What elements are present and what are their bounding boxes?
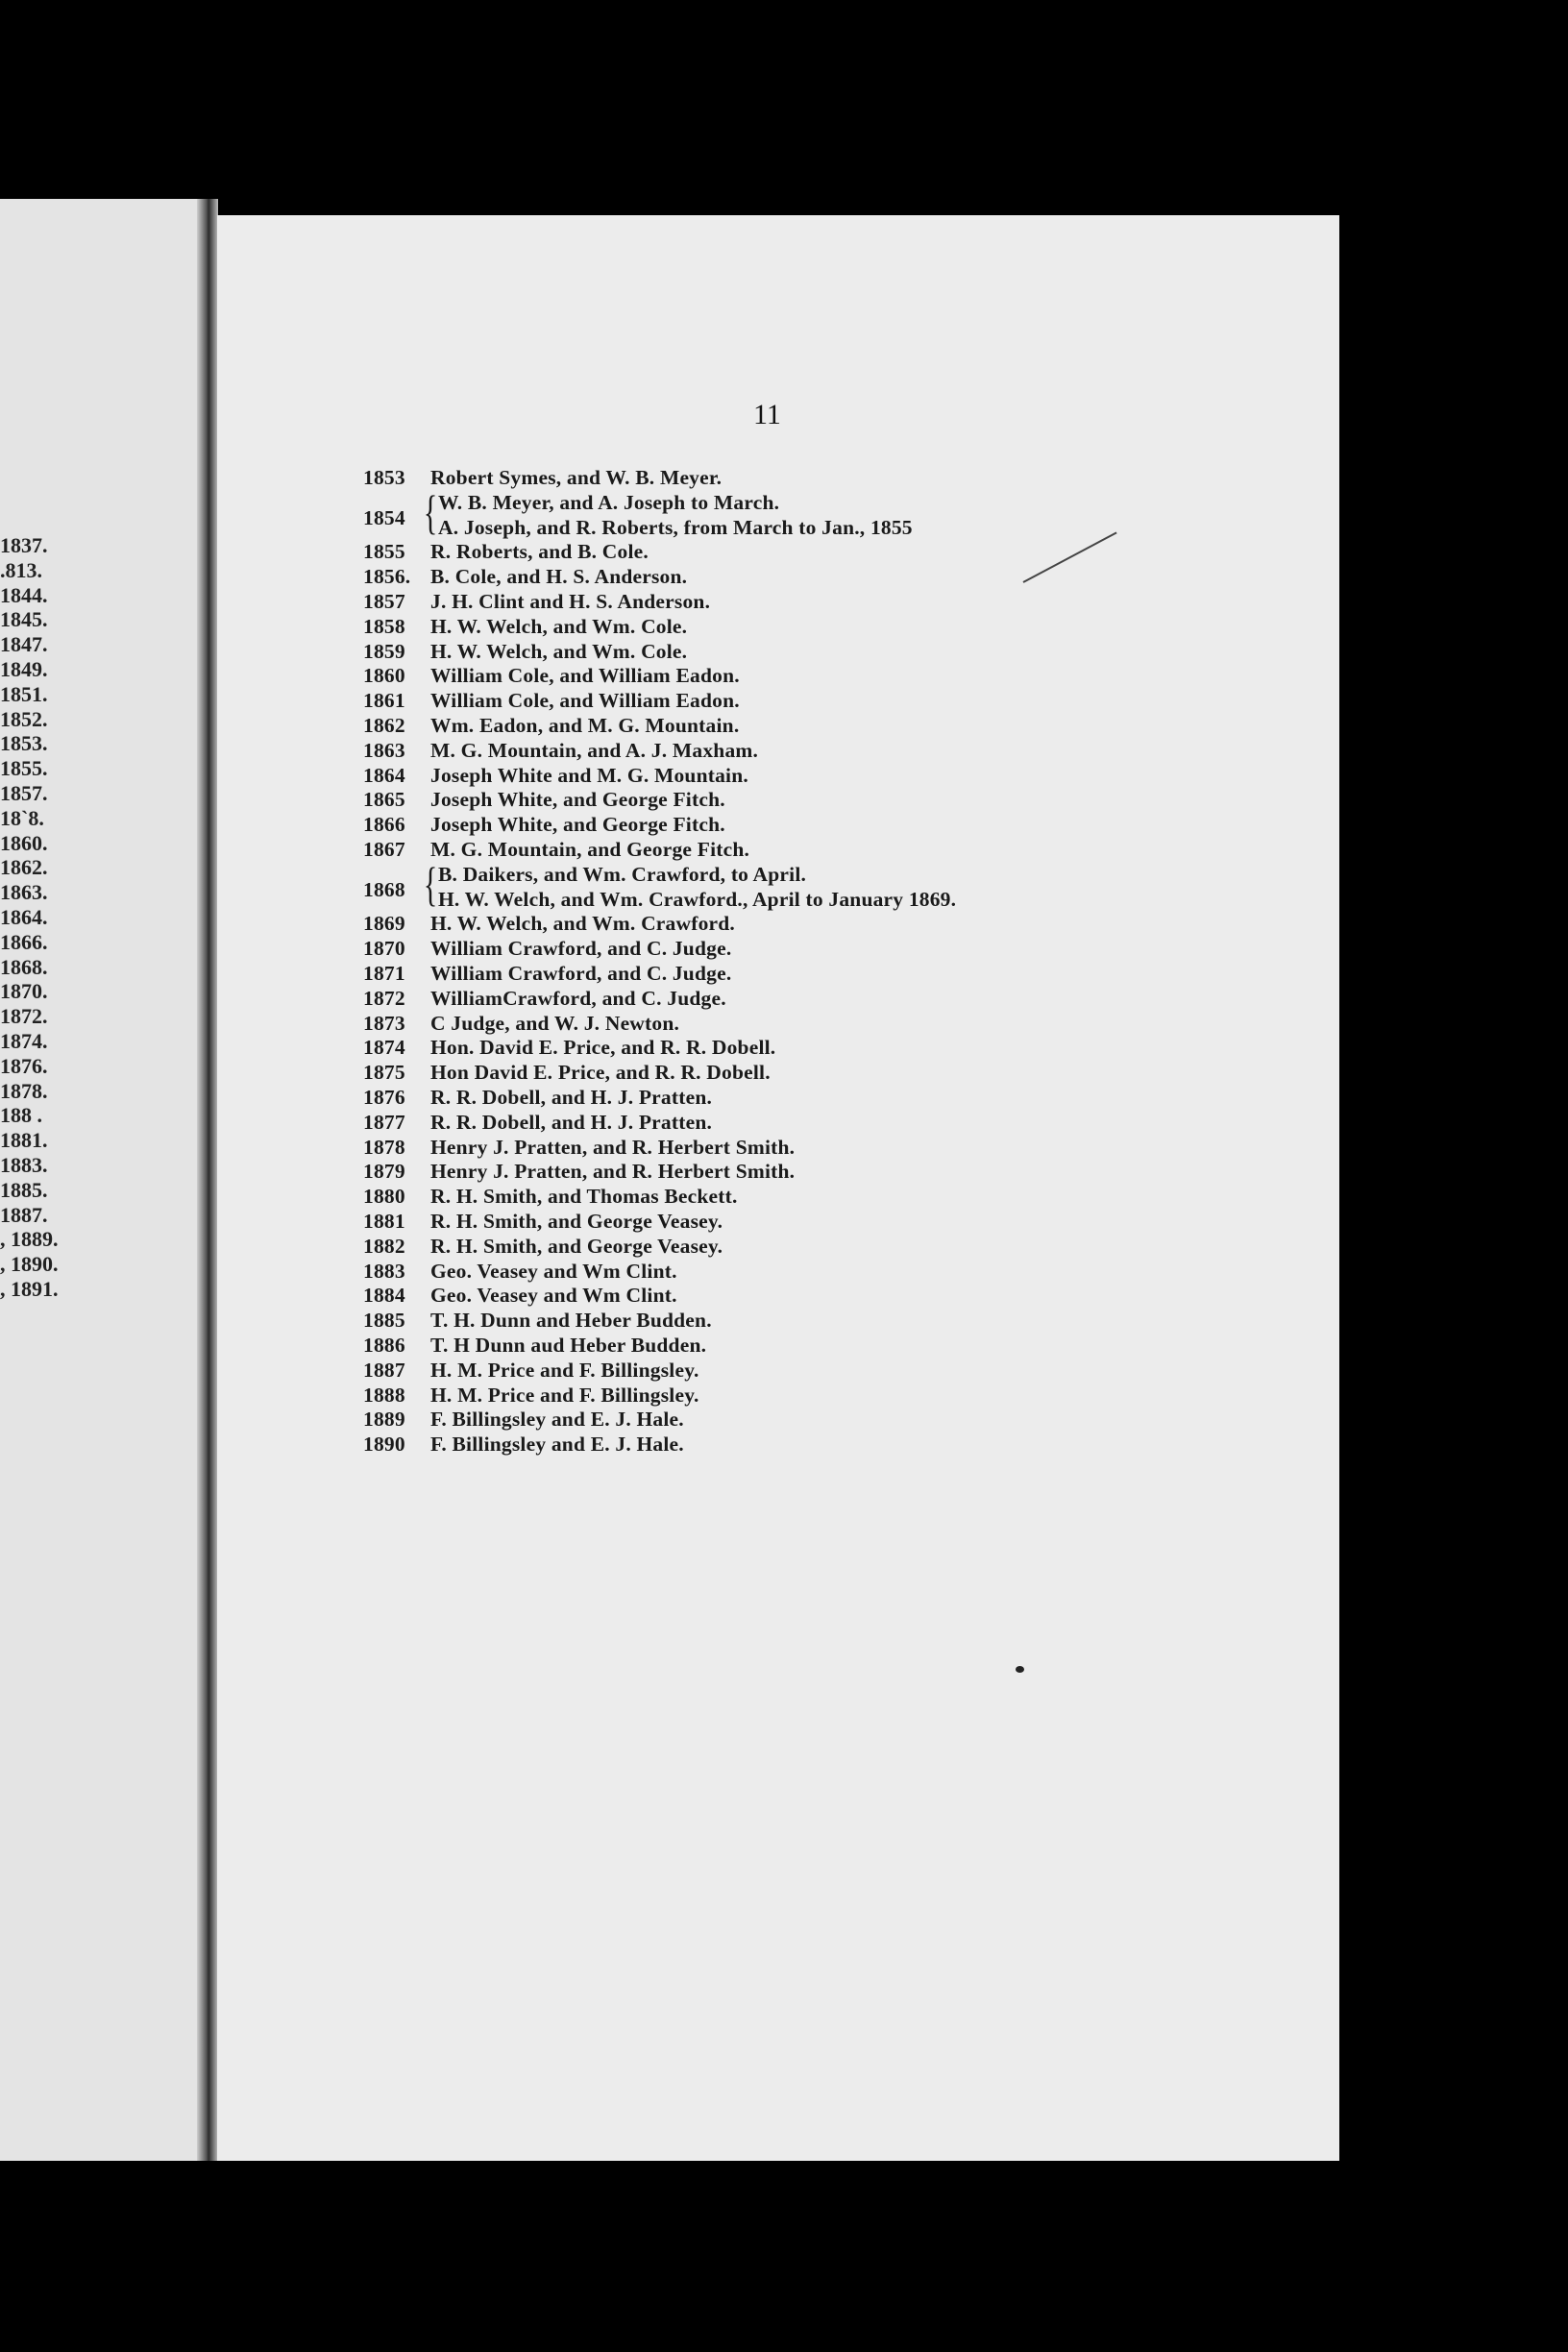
entry-names: R. H. Smith, and Thomas Beckett. <box>430 1185 738 1209</box>
left-page-year: 1851. <box>0 681 48 706</box>
entry-year: 1873 <box>363 1011 405 1035</box>
left-page-year: 1855. <box>0 756 48 781</box>
left-page-year: 1878. <box>0 1078 48 1103</box>
left-page-year: 1870. <box>0 979 48 1004</box>
left-page-year: , 1889. <box>0 1227 59 1252</box>
entry-year: 1871 <box>363 962 405 985</box>
entry-names: C Judge, and W. J. Newton. <box>430 1011 680 1035</box>
page-number: 11 <box>753 399 781 430</box>
entry-year: 1861 <box>363 689 405 713</box>
left-page-year: 1883. <box>0 1153 48 1177</box>
entry-year: 1862 <box>363 714 405 737</box>
entry-names-line1: W. B. Meyer, and A. Joseph to March. <box>438 490 780 514</box>
entry-names-line1: B. Daikers, and Wm. Crawford, to April. <box>438 862 807 886</box>
entry-names: R. R. Dobell, and H. J. Pratten. <box>430 1086 713 1109</box>
entry-names: Henry J. Pratten, and R. Herbert Smith. <box>430 1160 796 1184</box>
entry-names: J. H. Clint and H. S. Anderson. <box>430 590 711 613</box>
entry-names: Geo. Veasey and Wm Clint. <box>430 1284 677 1308</box>
entry-year: 1853 <box>363 466 405 489</box>
entry-year: 1855 <box>363 540 405 564</box>
entry-names-line2: A. Joseph, and R. Roberts, from March to Jan., 1855 <box>438 515 913 539</box>
entry-names-line2: H. W. Welch, and Wm. Crawford., April to January 1869. <box>438 887 957 911</box>
entry-names: Joseph White, and George Fitch. <box>430 788 725 812</box>
entry-year: 1878 <box>363 1135 405 1159</box>
entry-year: 1867 <box>363 838 405 861</box>
left-page-year: 1885. <box>0 1177 48 1202</box>
entry-names: Joseph White and M. G. Mountain. <box>430 763 748 787</box>
entry-year: 1883 <box>363 1259 405 1283</box>
entry-year: 1870 <box>363 937 405 961</box>
entry-year: 1879 <box>363 1160 405 1184</box>
left-page-year: , 1890. <box>0 1252 59 1277</box>
entry-year: 1872 <box>363 986 405 1010</box>
entry-year: 1881 <box>363 1210 405 1233</box>
brace-glyph: { <box>423 484 438 539</box>
left-page-year: 18`8. <box>0 805 44 830</box>
entry-names: William Crawford, and C. Judge. <box>430 962 732 985</box>
left-page-year: 1862. <box>0 855 48 880</box>
left-page-year: 1876. <box>0 1053 48 1078</box>
left-page-year: 1849. <box>0 657 48 681</box>
entry-names: Wm. Eadon, and M. G. Mountain. <box>430 714 740 737</box>
entry-names: William Cole, and William Eadon. <box>430 689 740 713</box>
entry-names: William Cole, and William Eadon. <box>430 664 740 688</box>
entry-names: M. G. Mountain, and A. J. Maxham. <box>430 738 759 762</box>
entry-year: 1886 <box>363 1334 405 1357</box>
entry-year: 1875 <box>363 1061 405 1085</box>
entry-names: R. R. Dobell, and H. J. Pratten. <box>430 1110 713 1134</box>
entry-names: R. H. Smith, and George Veasey. <box>430 1210 723 1233</box>
entry-year: 1889 <box>363 1408 405 1432</box>
entry-year: 1863 <box>363 738 405 762</box>
left-page-year: , 1891. <box>0 1277 59 1301</box>
ink-speck <box>1016 1666 1024 1673</box>
entry-names: William Crawford, and C. Judge. <box>430 937 732 961</box>
entry-year: 1888 <box>363 1383 405 1407</box>
entry-year: 1876 <box>363 1086 405 1109</box>
left-page-fragment <box>0 199 204 2161</box>
left-page-year: 1874. <box>0 1029 48 1053</box>
entry-names: H. W. Welch, and Wm. Cole. <box>430 639 688 663</box>
left-page-year: 1868. <box>0 954 48 979</box>
left-page-year: 1837. <box>0 533 48 557</box>
entry-year: 1854 <box>363 505 405 529</box>
entry-year: 1882 <box>363 1234 405 1258</box>
entry-year: 1856. <box>363 565 411 589</box>
left-page-year: 1866. <box>0 929 48 954</box>
entry-year: 1869 <box>363 912 405 936</box>
left-page-year: 1872. <box>0 1004 48 1029</box>
entry-names: Joseph White, and George Fitch. <box>430 813 725 837</box>
left-page-year: 1864. <box>0 905 48 929</box>
entry-year: 1857 <box>363 590 405 613</box>
left-page-year: 1860. <box>0 830 48 855</box>
entry-year: 1880 <box>363 1185 405 1209</box>
left-page-year: 1863. <box>0 880 48 905</box>
entry-names: T. H. Dunn and Heber Budden. <box>430 1309 712 1333</box>
entry-year: 1859 <box>363 639 405 663</box>
left-page-year: 1852. <box>0 706 48 731</box>
entry-names: R. H. Smith, and George Veasey. <box>430 1234 723 1258</box>
entry-names: Henry J. Pratten, and R. Herbert Smith. <box>430 1135 796 1159</box>
entry-names: H. M. Price and F. Billingsley. <box>430 1358 699 1382</box>
left-page-year: 1847. <box>0 632 48 657</box>
entry-names: F. Billingsley and E. J. Hale. <box>430 1433 684 1457</box>
entry-year: 1884 <box>363 1284 405 1308</box>
entry-names: H. W. Welch, and Wm. Crawford. <box>430 912 735 936</box>
left-page-year: 188 . <box>0 1103 42 1128</box>
entry-year: 1864 <box>363 763 405 787</box>
entry-names: H. M. Price and F. Billingsley. <box>430 1383 699 1407</box>
entry-names: Hon David E. Price, and R. R. Dobell. <box>430 1061 771 1085</box>
entry-names: B. Cole, and H. S. Anderson. <box>430 565 688 589</box>
left-page-year: 1881. <box>0 1128 48 1153</box>
entry-year: 1858 <box>363 614 405 638</box>
entry-names: Geo. Veasey and Wm Clint. <box>430 1259 677 1283</box>
brace-glyph: { <box>423 856 438 911</box>
entry-year: 1860 <box>363 664 405 688</box>
left-page-year: 1857. <box>0 781 48 805</box>
left-page-year: 1853. <box>0 731 48 756</box>
left-page-year: .813. <box>0 557 42 582</box>
left-page-year: 1845. <box>0 607 48 632</box>
entry-names: H. W. Welch, and Wm. Cole. <box>430 614 688 638</box>
entry-names: R. Roberts, and B. Cole. <box>430 540 649 564</box>
entry-names: T. H Dunn aud Heber Budden. <box>430 1334 707 1357</box>
entry-year: 1885 <box>363 1309 405 1333</box>
entry-year: 1866 <box>363 813 405 837</box>
left-page-year: 1887. <box>0 1202 48 1227</box>
entry-year: 1877 <box>363 1110 405 1134</box>
entry-year: 1865 <box>363 788 405 812</box>
entry-year: 1890 <box>363 1433 405 1457</box>
left-page-year: 1844. <box>0 582 48 607</box>
entry-year: 1868 <box>363 877 405 901</box>
entry-names: Robert Symes, and W. B. Meyer. <box>430 466 723 489</box>
entry-names: WilliamCrawford, and C. Judge. <box>430 986 726 1010</box>
entry-year: 1874 <box>363 1036 405 1060</box>
page-gutter <box>197 199 218 2161</box>
entry-year: 1887 <box>363 1358 405 1382</box>
entry-names: M. G. Mountain, and George Fitch. <box>430 838 750 861</box>
entry-names: Hon. David E. Price, and R. R. Dobell. <box>430 1036 776 1060</box>
entry-names: F. Billingsley and E. J. Hale. <box>430 1408 684 1432</box>
